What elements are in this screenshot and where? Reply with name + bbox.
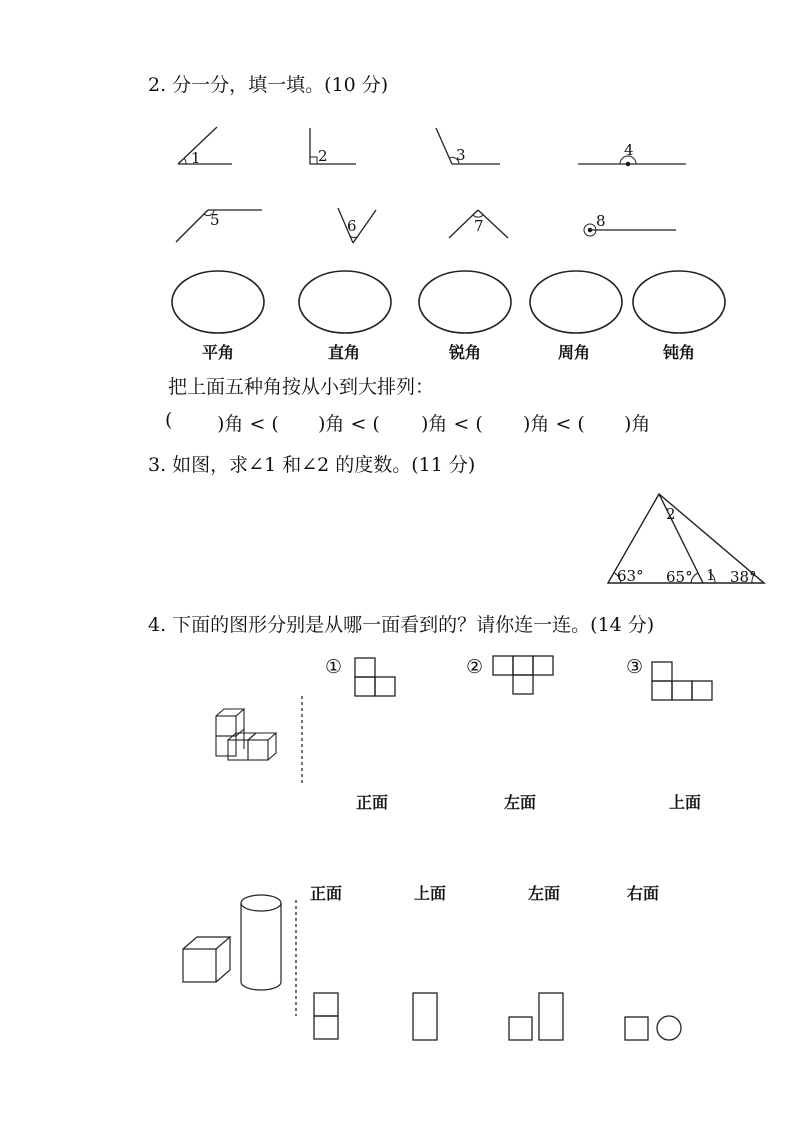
angle-label-2: 2 <box>318 147 328 165</box>
angle-label-8: 8 <box>596 212 606 230</box>
angle-label-4: 4 <box>624 141 634 159</box>
angle-label-6: 6 <box>347 217 357 235</box>
q4-view-1[interactable] <box>355 658 395 696</box>
category-dun-jiao: 钝角 <box>663 343 696 362</box>
angle-2 <box>310 128 356 164</box>
category-ping-jiao: 平角 <box>202 343 235 362</box>
q4-part1-view-left[interactable]: 左面 <box>504 793 537 812</box>
order-seg-4[interactable]: )角 < ( <box>421 413 483 435</box>
q4-view-2[interactable] <box>493 656 553 694</box>
order-open-1: ( <box>165 409 173 431</box>
q3-label-63: 63° <box>617 567 644 585</box>
q4-cube-and-cylinder <box>183 895 281 990</box>
angle-label-3: 3 <box>456 146 466 164</box>
oval-rui-jiao[interactable] <box>419 271 511 333</box>
q4-marker-1: ① <box>325 656 343 678</box>
q3-label-38: 38° <box>730 568 757 586</box>
angle-3 <box>436 128 500 164</box>
q3-label-angle2: 2 <box>666 505 676 523</box>
q3-label-angle1: 1 <box>706 566 716 584</box>
q3-title: 3. 如图，求∠1 和∠2 的度数。(11 分) <box>148 454 476 476</box>
q4-shape-square-and-tall-rect[interactable] <box>509 993 563 1040</box>
category-zhou-jiao: 周角 <box>558 343 591 362</box>
q4-part2-view-front[interactable]: 正面 <box>310 884 343 903</box>
oval-zhou-jiao[interactable] <box>530 271 622 333</box>
q4-shape-square-and-circle[interactable] <box>625 1016 681 1040</box>
q4-part2-view-right[interactable]: 右面 <box>627 884 660 903</box>
angle-label-5: 5 <box>210 211 220 229</box>
q3-label-65: 65° <box>666 568 693 586</box>
order-seg-2[interactable]: )角 < ( <box>217 413 279 435</box>
category-zhi-jiao: 直角 <box>328 343 361 362</box>
angle-label-7: 7 <box>474 217 484 235</box>
q4-title: 4. 下面的图形分别是从哪一面看到的？请你连一连。(14 分) <box>148 614 655 636</box>
q2-instruction: 把上面五种角按从小到大排列： <box>168 376 435 398</box>
category-rui-jiao: 锐角 <box>449 343 482 362</box>
q4-shape-two-squares[interactable] <box>314 993 338 1039</box>
oval-ping-jiao[interactable] <box>172 271 264 333</box>
q4-part1-view-top[interactable]: 上面 <box>669 793 702 812</box>
order-seg-5[interactable]: )角 < ( <box>523 413 585 435</box>
q4-shape-tall-rect[interactable] <box>413 993 437 1040</box>
q4-marker-2: ② <box>466 656 484 678</box>
q4-part2-view-top[interactable]: 上面 <box>414 884 447 903</box>
oval-dun-jiao[interactable] <box>633 271 725 333</box>
angle-6 <box>338 208 376 243</box>
angle-label-1: 1 <box>191 149 201 167</box>
order-seg-3[interactable]: )角 < ( <box>318 413 380 435</box>
order-close-6[interactable]: )角 <box>624 413 651 435</box>
angle-1 <box>178 127 232 164</box>
q4-part2-view-left[interactable]: 左面 <box>528 884 561 903</box>
oval-zhi-jiao[interactable] <box>299 271 391 333</box>
q4-marker-3: ③ <box>626 656 644 678</box>
q2-title: 2. 分一分，填一填。(10 分) <box>148 74 389 96</box>
q4-view-3[interactable] <box>652 662 712 700</box>
q4-cube-cluster <box>216 709 276 760</box>
q4-part1-view-front[interactable]: 正面 <box>356 793 389 812</box>
